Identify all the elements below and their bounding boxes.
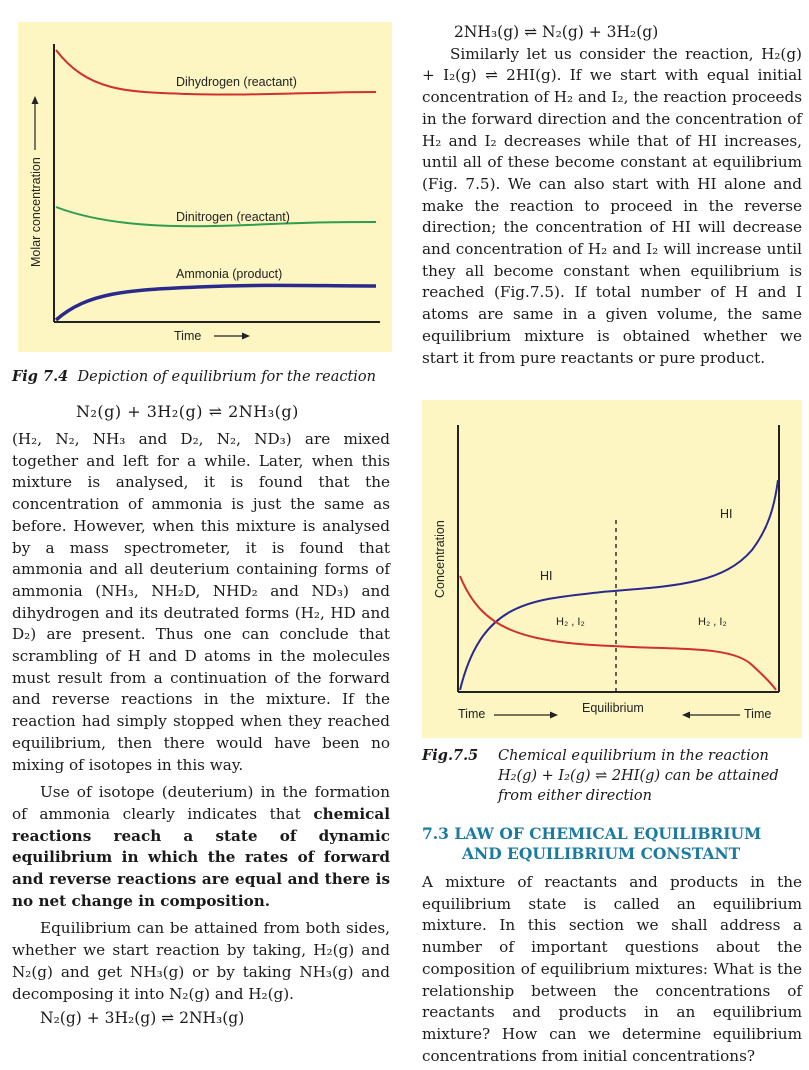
left-para-2-bold: chemical reactions reach a state of dynamic equilibrium in which the rates of forward and reverse reactions are equal and there is no net change in composition. (12, 804, 390, 910)
fig75-label-hi-right: HI (720, 507, 733, 521)
fig74-equation: N₂(g) + 3H₂(g) ⇌ 2NH₃(g) (76, 402, 299, 421)
right-para-2: A mixture of reactants and products in the equilibrium state is called an equilibrium mixture. In this section we shall address a number of important questions about the composition of equilibrium mixtures: What is the relationship between the concentrations of reactants and products in an equilibrium mixture? How can we determine equilibrium concentrations from initial concentrations? (422, 873, 802, 1065)
fig74-label-dinitrogen: Dinitrogen (reactant) (176, 210, 290, 224)
fig75-caption-line2: H₂(g) + I₂(g) ⇌ 2HI(g) can be attained (498, 768, 779, 784)
right-column-top (422, 22, 802, 369)
fig75-plot (422, 400, 802, 738)
fig75-label-hi-left: HI (540, 569, 553, 583)
section-heading (422, 824, 802, 864)
right-para-1: Similarly let us consider the reaction, H₂(g) + I₂(g) ⇌ 2HI(g). If we start with equal initial concentration of H₂ and I₂, the reaction proceeds in the forward direction and the concentration of H₂ and I₂ decreases while that of HI increases, until all of these become constant at equilibrium (Fig. 7.5). We can also start with HI alone and make the reaction to proceed in the reverse direction; the concentration of HI will decrease and concentration of H₂ and I₂ will increase until they all become constant when equilibrium is reached (Fig.7.5). If total number of H and I atoms are same in a given volume, the same equilibrium mixture is obtained whether we start it from pure reactants or pure product. (422, 44, 802, 367)
section-heading-line2: AND EQUILIBRIUM CONSTANT (462, 844, 741, 863)
fig75-label-h2i2-left: H₂ , I₂ (556, 616, 585, 628)
left-para-2 (12, 782, 390, 912)
left-column (12, 429, 390, 1030)
fig75-caption-line1: Chemical equilibrium in the reaction (498, 748, 769, 764)
fig74-label-dihydrogen: Dihydrogen (reactant) (176, 75, 297, 89)
fig74-y-arrowhead (32, 96, 39, 104)
fig74-ammonia-curve (56, 285, 376, 320)
left-para-1: (H₂, N₂, NH₃ and D₂, N₂, ND₃) are mixed together and left for a while. Later, when this mixture is analysed, it is found that the concentration of ammonia is just the same as before. However, when this mixture is analysed by a mass spectrometer, it is found that ammonia and all deuterium containing forms of ammonia (NH₃, NH₂D, NHD₂ and ND₃) and dihydrogen and its deutrated forms (H₂, HD and D₂) are present. Thus one can conclude that scrambling of H and D atoms in the molecules must result from a continuation of the forward and reverse reactions in the mixture. If the reaction had simply stopped when they reached equilibrium, then there would have been no mixing of isotopes in this way. (12, 430, 390, 774)
fig75-xlabel-right: Time (744, 707, 772, 721)
fig75-x-arrowhead-right (550, 712, 558, 719)
right-column-bottom (422, 872, 802, 1067)
fig74-label-ammonia: Ammonia (product) (176, 267, 283, 281)
fig74-caption (12, 367, 402, 387)
fig74-caption-text: Depiction of equilibrium for the reaction (77, 369, 376, 385)
left-equation-bottom: N₂(g) + 3H₂(g) ⇌ 2NH₃(g) (40, 1009, 245, 1028)
right-equation-top: 2NH₃(g) ⇌ N₂(g) + 3H₂(g) (454, 23, 659, 41)
figure-7-5 (422, 400, 802, 738)
fig75-label-h2i2-right: H₂ , I₂ (698, 616, 727, 628)
fig75-xlabel-center: Equilibrium (582, 701, 644, 715)
fig75-xlabel-left: Time (458, 707, 486, 721)
fig74-x-arrowhead (242, 333, 250, 340)
figure-7-4 (18, 22, 392, 352)
fig74-plot (18, 22, 392, 352)
fig75-caption-line3: from either direction (498, 788, 652, 804)
left-para-3: Equilibrium can be attained from both sides, whether we start reaction by taking, H₂(g) and N₂(g) and get NH₃(g) or by taking NH₃(g) and decomposing it into N₂(g) and H₂(g). (12, 919, 390, 1003)
section-heading-line1: 7.3 LAW OF CHEMICAL EQUILIBRIUM (422, 824, 762, 843)
fig75-caption (422, 746, 802, 806)
left-para-2-text: Use of isotope (deuterium) in the formation of ammonia clearly indicates that (12, 783, 390, 823)
fig75-ylabel: Concentration (433, 520, 447, 598)
fig75-caption-label: Fig.7.5 (422, 747, 479, 764)
fig74-ylabel: Molar concentration (29, 157, 43, 267)
fig74-xlabel: Time (174, 329, 202, 343)
fig75-h2-i2-curve (460, 576, 776, 690)
fig74-caption-label: Fig 7.4 (12, 368, 69, 385)
fig75-x-arrowhead-left (682, 712, 690, 719)
